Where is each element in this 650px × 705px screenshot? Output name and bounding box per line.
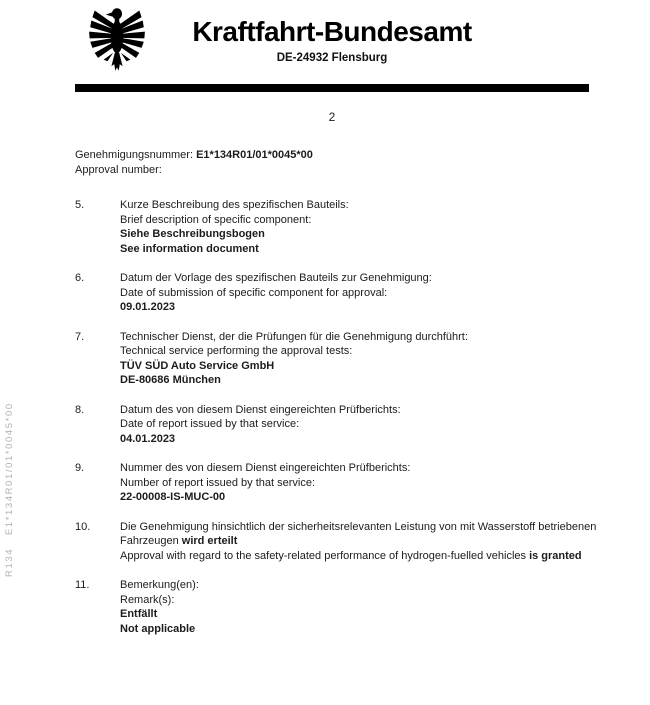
item-line (120, 227, 612, 242)
item-line (120, 593, 612, 608)
list-item (75, 271, 612, 315)
item-line-segment: Brief description of specific component: (120, 213, 312, 226)
list-item (75, 461, 612, 505)
item-line-segment: Die Genehmigung hinsichtlich der sicherheitsrelevanten Leistung von mit Wasserstoff betriebenen Fahrzeugen (120, 520, 597, 547)
item-line (120, 198, 612, 213)
item-line-segment: Number of report issued by that service: (120, 476, 316, 489)
vertical-reference-text: R134 E1*134R01/01*0045*00 (4, 402, 15, 577)
document-title: Kraftfahrt-Bundesamt (192, 16, 472, 47)
approval-number-value: E1*134R01/01*0045*00 (196, 149, 313, 161)
item-line (120, 344, 612, 359)
items-list (75, 198, 612, 651)
approval-number-line (75, 148, 595, 163)
item-number: 9. (75, 462, 85, 474)
item-line-segment: Datum der Vorlage des spezifischen Bauteils zur Genehmigung: (120, 272, 432, 284)
item-line (120, 213, 612, 228)
item-line (120, 286, 612, 301)
item-line (120, 432, 612, 447)
header-divider-bar (75, 84, 589, 92)
document-subtitle: DE-24932 Flensburg (276, 52, 388, 64)
item-number: 5. (75, 199, 85, 211)
item-text (120, 520, 612, 564)
item-number: 6. (75, 272, 85, 284)
list-item (75, 403, 612, 447)
item-text (120, 578, 612, 636)
item-line-segment: 22-00008-IS-MUC-00 (120, 491, 226, 503)
item-line-segment: Siehe Beschreibungsbogen (120, 228, 265, 240)
approval-number-label-de: Genehmigungsnummer: (75, 149, 194, 161)
item-line-segment: Nummer des von diesem Dienst eingereichten Prüfberichts: (120, 462, 411, 474)
item-line-segment: TÜV SÜD Auto Service GmbH (120, 359, 275, 372)
item-line (120, 373, 612, 388)
item-line (120, 622, 612, 637)
approval-number-block (75, 148, 595, 177)
item-line-segment: Date of report issued by that service: (120, 418, 300, 430)
list-item (75, 520, 612, 564)
list-item (75, 330, 612, 388)
item-line (120, 300, 612, 315)
item-number: 11. (75, 579, 90, 591)
item-line (120, 330, 612, 345)
item-line (120, 417, 612, 432)
item-number: 10. (75, 520, 91, 533)
item-line (120, 476, 612, 491)
item-line-segment: Datum des von diesem Dienst eingereichten Prüfberichts: (120, 403, 401, 416)
item-line-segment: Not applicable (120, 622, 196, 635)
item-line-segment: Date of submission of specific component for approval: (120, 286, 388, 299)
item-line (120, 520, 612, 549)
item-line-segment: 04.01.2023 (120, 432, 176, 445)
list-item (75, 578, 612, 636)
item-line (120, 549, 612, 564)
item-line-segment: Kurze Beschreibung des spezifischen Bauteils: (120, 199, 349, 211)
item-line-segment: See information document (120, 242, 259, 255)
item-line-segment: Remark(s): (120, 593, 175, 606)
item-text (120, 198, 612, 256)
item-text (120, 403, 612, 447)
item-line-segment: DE-80686 München (120, 374, 221, 386)
item-number: 7. (75, 330, 85, 343)
item-line (120, 403, 612, 418)
item-line (120, 490, 612, 505)
item-line-segment: Bemerkung(en): (120, 579, 199, 591)
item-line-segment: is granted (529, 549, 582, 562)
item-text (120, 330, 612, 388)
item-line (120, 271, 612, 286)
item-line (120, 461, 612, 476)
item-line-segment: Entfällt (120, 608, 158, 620)
item-text (120, 461, 612, 505)
item-line-segment: 09.01.2023 (120, 301, 176, 313)
item-line (120, 359, 612, 374)
item-text (120, 271, 612, 315)
item-line-segment: wird erteilt (181, 535, 238, 547)
list-item (75, 198, 612, 256)
item-number: 8. (75, 403, 85, 416)
item-line-segment: Technischer Dienst, der die Prüfungen für die Genehmigung durchführt: (120, 330, 468, 343)
item-line-segment: Approval with regard to the safety-related performance of hydrogen-fuelled vehicles (120, 549, 530, 562)
approval-number-label-en: Approval number: (75, 163, 162, 176)
item-line (120, 242, 612, 257)
item-line-segment: Technical service performing the approval tests: (120, 345, 353, 357)
page-number: 2 (328, 110, 336, 124)
item-line (120, 607, 612, 622)
item-line (120, 578, 612, 593)
